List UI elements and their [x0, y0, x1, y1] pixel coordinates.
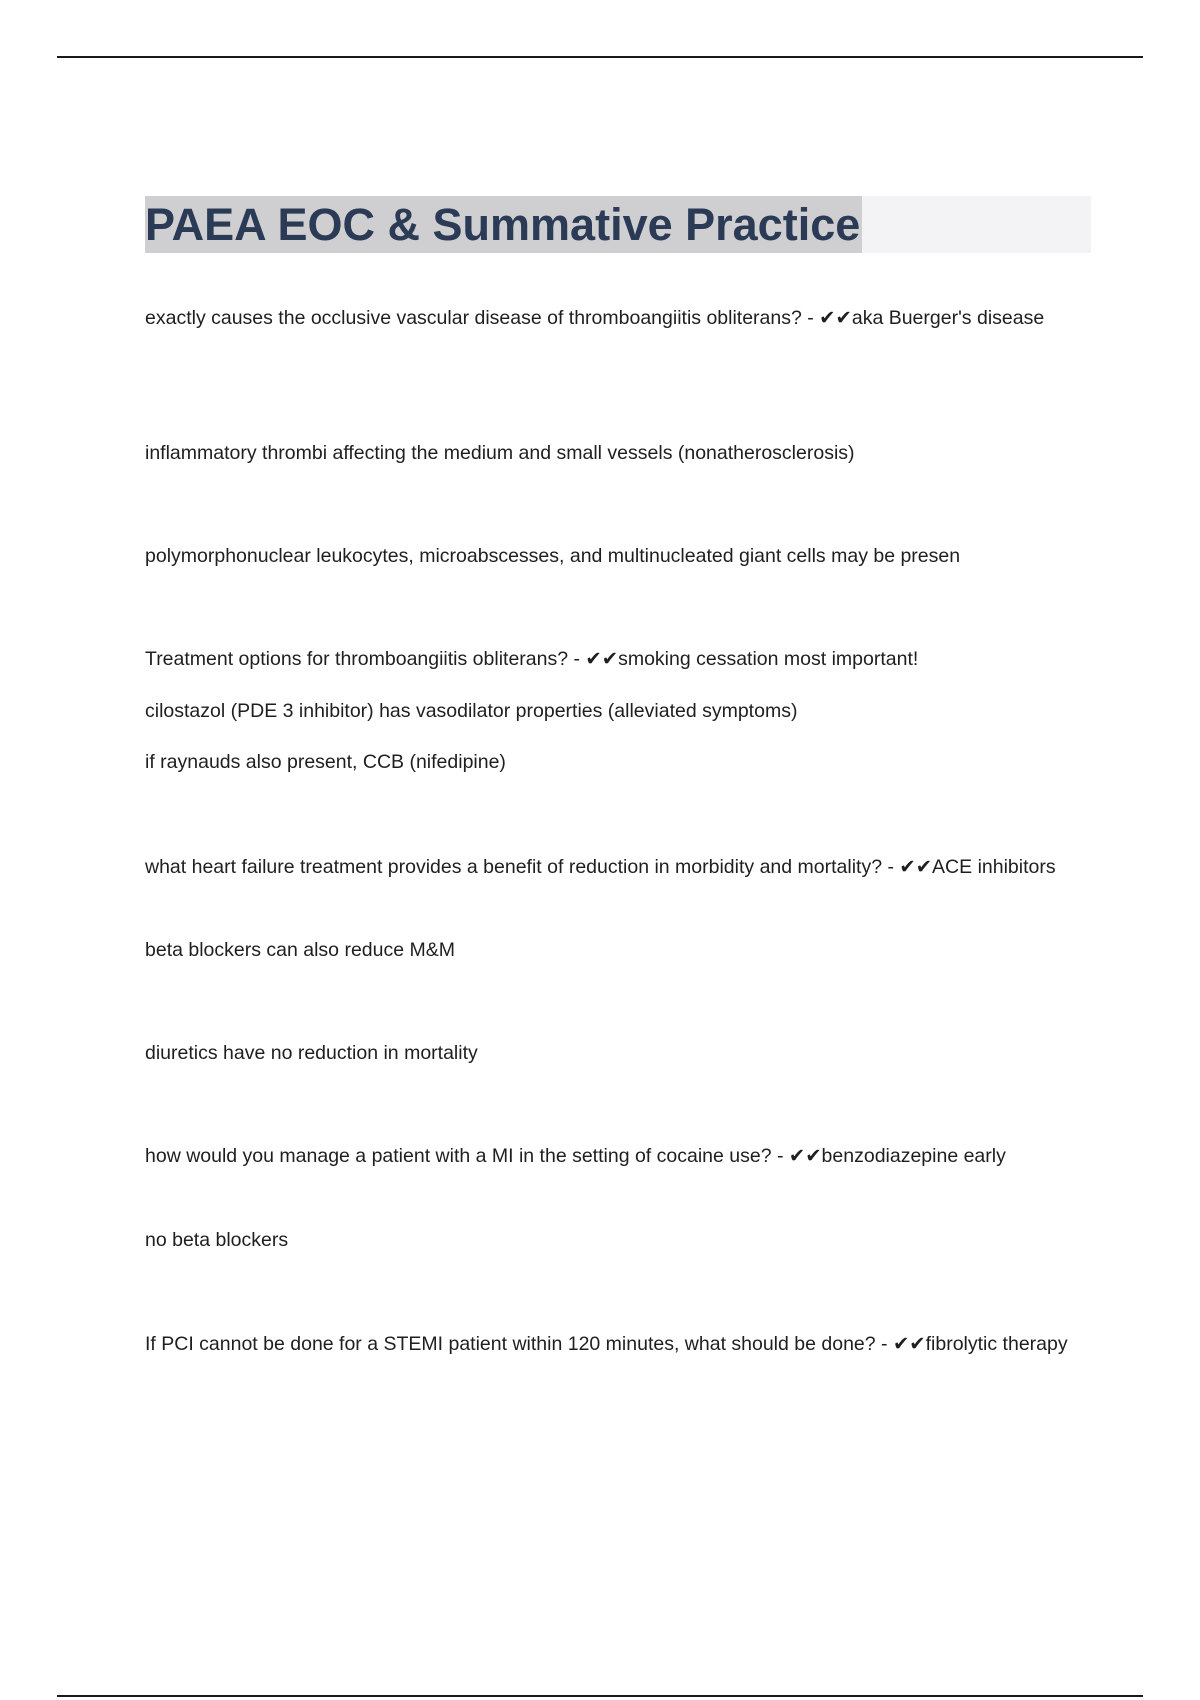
answer-raynauds-ccb: if raynauds also present, CCB (nifedipine): [145, 751, 506, 773]
question-heart-failure: what heart failure treatment provides a benefit of reduction in morbidity and mortality? - ✔✔ACE inhibitors: [145, 856, 1056, 878]
answer-diuretics: diuretics have no reduction in mortality: [145, 1042, 478, 1064]
question-thromboangiitis-cause: exactly causes the occlusive vascular disease of thromboangiitis obliterans? - ✔✔aka Buerger's disease: [145, 307, 1045, 329]
header-rule: [57, 56, 1143, 58]
question-stemi-pci: If PCI cannot be done for a STEMI patient within 120 minutes, what should be done? - ✔✔fibrolytic therapy: [145, 1333, 1068, 1355]
answer-beta-blockers: beta blockers can also reduce M&M: [145, 939, 455, 961]
answer-cilostazol: cilostazol (PDE 3 inhibitor) has vasodilator properties (alleviated symptoms): [145, 700, 798, 722]
answer-polymorphonuclear: polymorphonuclear leukocytes, microabscesses, and multinucleated giant cells may be presen: [145, 545, 961, 567]
footer-rule: [57, 1695, 1143, 1697]
answer-no-beta-blockers: no beta blockers: [145, 1229, 289, 1251]
question-cocaine-mi: how would you manage a patient with a MI in the setting of cocaine use? - ✔✔benzodiazepine early: [145, 1145, 1006, 1167]
document-title: PAEA EOC & Summative Practice: [145, 196, 862, 253]
question-thromboangiitis-treatment: Treatment options for thromboangiitis obliterans? - ✔✔smoking cessation most important!: [145, 648, 919, 670]
answer-inflammatory-thrombi: inflammatory thrombi affecting the medium and small vessels (nonatherosclerosis): [145, 442, 855, 464]
